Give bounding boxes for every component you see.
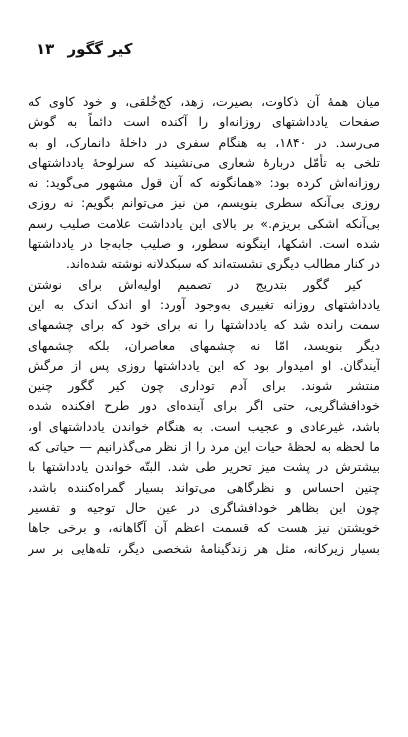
text-line: سمت رانده شد که یادداشتها را نه برای خود که برای چشمهای xyxy=(28,317,380,333)
text-line: در کنار مطالب دیگری نشسته‌اند که سبکدلانه نوشته شده‌اند. xyxy=(65,256,380,272)
text-line: کیر گگور بتدریج در تصمیم اولیه‌اش برای نوشتن xyxy=(28,276,362,292)
text-line: چون این بظاهر خودافشاگری در عین حال توجیه و تفسیر xyxy=(28,499,380,515)
text-line: منتشر شوند. برای آدم توداری چون کیر گگور چنین xyxy=(28,378,380,394)
text-line: تلخی به تأمّل دربارهٔ شعاری می‌نشیند که سرلوحهٔ یادداشتهای xyxy=(28,154,380,170)
text-line: چنین احساس و نظرگاهی می‌تواند بسیار گمراه‌کننده باشد، xyxy=(28,479,380,495)
text-line: یادداشتهای روزانه تغییری به‌وجود آورد: او اندک اندک به این xyxy=(28,296,380,312)
paragraph-2 xyxy=(28,275,380,559)
text-line: بی‌آنکه اشکی بریزم.» بر بالای این یادداشت علامت صلیب رسم xyxy=(28,215,380,231)
page-number: ۱۳ xyxy=(36,40,55,58)
text-line: خودافشاگریی، حتی اگر برای آینده‌ای دور طرح افکنده شده xyxy=(28,398,380,414)
text-line: شده است. اشکها، اینگونه سطور، و صلیب جابه‌جا در یادداشتها xyxy=(28,236,380,252)
text-line: بسیار زیرکانه، مثل هر زندگینامهٔ شخصی دیگر، تله‌هایی بر سر xyxy=(28,540,380,556)
text-line: می‌رسد. در ۱۸۴۰، به هنگام سفری در داخلهٔ دانمارک، او به xyxy=(28,134,380,150)
text-line: باشد، غیرعادی و عجیب است. به هنگام خواندن یادداشتهای او، xyxy=(28,418,380,434)
text-line: میان همهٔ آن ذکاوت، بصیرت، زهد، کج‌خُلقی، و خود کاوی که xyxy=(28,94,380,109)
paragraph-1 xyxy=(28,92,380,275)
text-line: آیندگان. او امیدوار بود که این یادداشتها روزی پس از مرگش xyxy=(28,357,380,373)
text-line: دیگر بنویسد، امّا نه چشمهای معاصران، بلکه چشمهای xyxy=(28,337,380,353)
text-line: روزانه‌اش کرده بود: «همانگونه که آن قول مشهور می‌گوید: نه xyxy=(28,175,380,191)
body-text xyxy=(28,92,380,559)
text-line: صفحات یادداشتهای روزانه‌او را آکنده است دائماً به گوش xyxy=(28,114,380,130)
running-title: کیر گگور xyxy=(67,40,133,58)
text-line: ما لحظه به لحظهٔ حیات این مرد را از نظر می‌گذرانیم — حیاتی که xyxy=(28,439,380,455)
text-line: روزی بی‌آنکه سطری بنویسم، من نیز می‌توانم بگویم: نه روزی xyxy=(28,195,380,211)
text-line: بیشترش در پشت میز تحریر طی شد. البتّه خواندن یادداشتها با xyxy=(28,459,380,475)
text-line: خویشتن نیز هست که قسمت اعظم آن آگاهانه، و برخی جاها xyxy=(28,520,380,536)
running-header xyxy=(36,40,132,58)
